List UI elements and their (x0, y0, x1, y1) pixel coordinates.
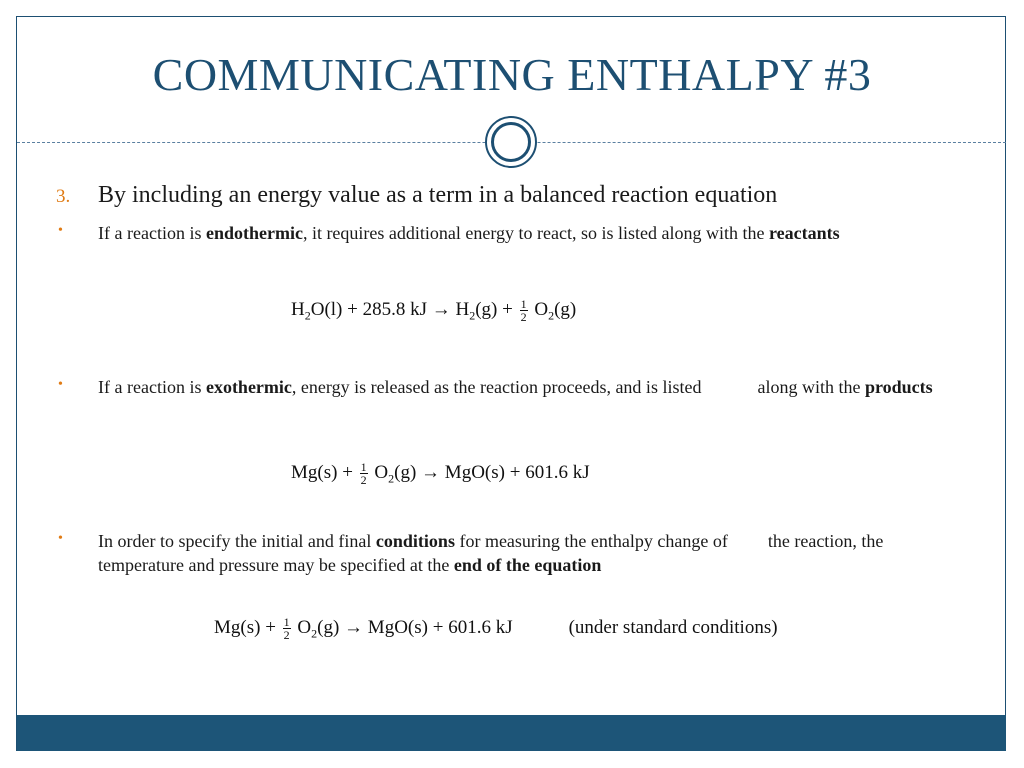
bullet-text-part: for measuring the enthalpy change of (454, 531, 728, 551)
bullet-text-part: the reaction, the temperature and pressure may be specified at the (98, 531, 884, 575)
eq-fraction (360, 461, 368, 486)
eq-term: O (529, 298, 549, 320)
eq-term: (g) (554, 298, 577, 320)
bullet-text-part: , energy is released as the reaction proceeds, and is listed (291, 377, 702, 397)
eq-fraction (520, 298, 528, 323)
bullet-text (98, 375, 956, 399)
bullet-text-part: If a reaction is (98, 223, 206, 243)
bullet-text-part: If a reaction is (98, 377, 206, 397)
bullet-icon: • (58, 377, 63, 392)
eq-term: (g) + (475, 298, 518, 320)
eq-numerator: 1 (283, 615, 290, 629)
eq-term: (g) → MgO(s) + 601.6 kJ (394, 461, 590, 483)
eq-numerator: 1 (360, 460, 367, 474)
bullet-text (98, 221, 956, 245)
eq-term: Mg(s) + (214, 616, 281, 638)
bullet-keyword: reactants (769, 223, 840, 243)
eq-denominator: 2 (283, 628, 290, 642)
bullet-text-part: , it requires additional energy to react, so is listed along with the (302, 223, 769, 243)
eq-numerator: 1 (520, 297, 527, 311)
eq-subscript: 2 (548, 308, 555, 323)
bullet-text (98, 529, 956, 577)
equation-standard-conditions (214, 616, 778, 642)
eq-term: Mg(s) + (291, 461, 358, 483)
bullet-keyword: endothermic (205, 223, 303, 243)
equation-endothermic (291, 298, 576, 324)
eq-denominator: 2 (360, 473, 367, 487)
equation-exothermic (291, 461, 590, 487)
eq-subscript: 2 (469, 308, 476, 323)
bullet-keyword: products (864, 377, 933, 397)
eq-term: (g) → MgO(s) + 601.6 kJ (317, 616, 513, 638)
bullet-icon: • (58, 223, 63, 238)
eq-term: O(l) + 285.8 kJ → H (310, 298, 470, 320)
eq-term: O (292, 616, 312, 638)
bullet-icon: • (58, 531, 63, 546)
eq-denominator: 2 (520, 310, 527, 324)
bullet-keyword: end of the equation (453, 555, 602, 575)
eq-note: (under standard conditions) (568, 616, 778, 638)
point-number: 3. (56, 186, 71, 207)
eq-subscript: 2 (304, 308, 311, 323)
point-text: By including an energy value as a term in a balanced reaction equation (98, 182, 778, 208)
eq-subscript: 2 (388, 471, 395, 486)
eq-subscript: 2 (311, 626, 318, 641)
bullet-text-part: along with the (757, 377, 865, 397)
bullet-text-part: In order to specify the initial and final (98, 531, 376, 551)
footer-bar (17, 715, 1006, 751)
slide-title: COMMUNICATING ENTHALPY #3 (152, 49, 872, 100)
divider-circle-ornament (485, 116, 537, 168)
eq-fraction (283, 616, 291, 641)
eq-term: O (369, 461, 389, 483)
bullet-keyword: conditions (375, 531, 455, 551)
eq-term: H (291, 298, 305, 320)
bullet-keyword: exothermic (205, 377, 292, 397)
